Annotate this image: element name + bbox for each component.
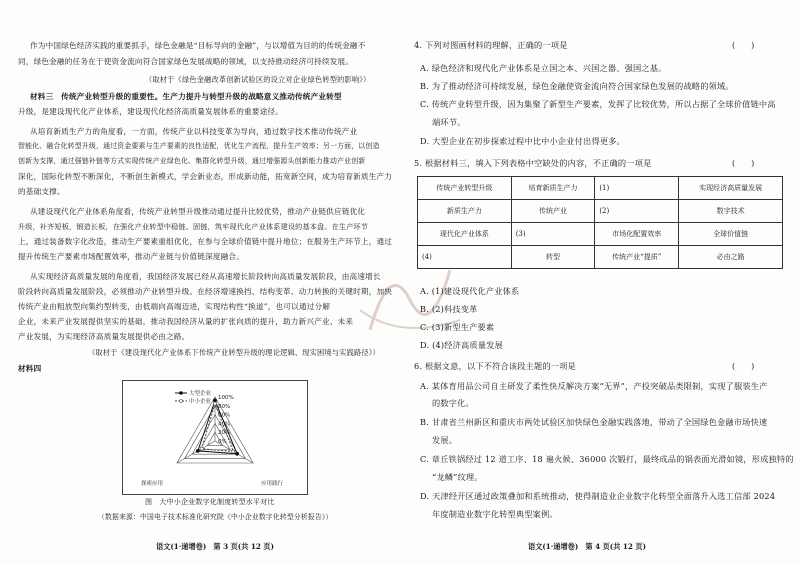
- data-point: [213, 402, 216, 405]
- table-cell: 数字技术: [679, 200, 783, 223]
- option-continued: “龙鳞”纹理。: [432, 472, 483, 482]
- data-point: [200, 447, 203, 450]
- table-cell: 传统产业转型升级: [418, 177, 512, 200]
- tick-label: 0%: [218, 439, 227, 445]
- text-line: 提升传统生产要素市场配置效率，推动产业链与价值链深度融合。: [18, 252, 245, 261]
- legend-marker: [180, 400, 183, 403]
- option: C. (3)新型生产要素: [420, 322, 495, 332]
- section-heading: 材料三 传统产业转型升级的重要性。生产力提升与转型升级的战略意义推动传统产业转型: [30, 92, 342, 101]
- table-cell: 传统产业“提质”: [595, 246, 679, 269]
- table-row: [418, 223, 783, 246]
- data-point: [232, 450, 235, 453]
- option: D. (4)经济高质量发展: [420, 340, 503, 350]
- text-line: 企业，未来产业发展提供坚实的基础，推动我国经济从量的扩张向质的提升，助力新兴产业、未来: [18, 317, 354, 326]
- radar-chart: [122, 380, 308, 495]
- table-cell: 全球价值链: [679, 223, 783, 246]
- legend-label: 中小企业: [189, 399, 212, 405]
- source-note: （取材于《建设现代化产业体系下传统产业转型升级的理论逻辑、现实困境与实践路径》）: [88, 348, 380, 357]
- chart-caption: 图 大中小企业数字化制度转型水平对比: [145, 498, 275, 506]
- fill-table: [417, 176, 783, 269]
- question-4-stem: 4. 下列对图画材料的理解，正确的一项是: [414, 40, 568, 50]
- option: A. (1)建设现代化产业体系: [420, 286, 520, 296]
- table-cell: 转型: [511, 246, 595, 269]
- answer-bracket: ( ): [732, 362, 755, 371]
- text-line: 从实现经济高质量发展的角度看，我国经济发展已经从高速增长阶段转向高质量发展阶段，由高速增长: [30, 272, 381, 281]
- axis-label: 应用践行: [261, 481, 284, 487]
- tick-label: 100%: [218, 395, 234, 401]
- option: B. 为了推动经济可持续发展，绿色金融使资金流向符合国家绿色发展的战略的领域。: [420, 81, 734, 91]
- text-line: 阶段转向高质量发展阶段，必须推动产业转型升级。在经济增速换挡、结构变革、动力转换的关键时期，加快: [18, 287, 393, 296]
- data-source: （数据来源：中国电子技术标准化研究院《中小企业数字化转型分析报告》）: [98, 513, 333, 521]
- answer-bracket: ( ): [732, 159, 755, 168]
- question-5-stem: 5. 根据材料三，填入下列表格中空缺处的内容，不正确的一项是: [414, 158, 652, 168]
- option: B. (2)科技变革: [420, 304, 478, 314]
- table-cell: (2): [595, 200, 679, 223]
- table-cell: (1): [595, 177, 679, 200]
- option-continued: 的数字化。: [432, 398, 474, 408]
- data-point: [236, 452, 239, 455]
- table-row: [418, 200, 783, 223]
- data-point: [213, 399, 216, 402]
- table-cell: 现代化产业体系: [418, 223, 512, 246]
- text-line: 创新为支撑，通过强链补链等方式实现传统产业绿色化、集群化转型升级，通过增强源头创新能力推动产业创新: [18, 157, 366, 165]
- page-footer: 语文(1·递增卷) 第 3 页(共 12 页): [156, 542, 274, 551]
- tick-label: 60%: [218, 412, 231, 419]
- text-line: 从培育新质生产力的角度看，一方面，传统产业以科技变革为导向，通过数字技术推动传统产业: [30, 127, 358, 136]
- table-cell: 新质生产力: [418, 200, 512, 223]
- source-note: （取材于《绿色金融改革创新试验区的设立对企业绿色转型的影响》）: [145, 75, 371, 84]
- tick-label: 80%: [218, 403, 231, 410]
- table-cell: (4): [418, 246, 512, 269]
- text-line: 同，绿色金融的任务在于使资金流向符合国家绿色发展战略的领域，以支持推动经济可持续发展。: [18, 57, 354, 66]
- option: C. 章丘铁锅经过 12 道工序、18 遍火候、36000 次锻打，最终成品的锅表面光滑如镜，形成独特的: [420, 454, 794, 464]
- text-line: 产业发展，为实现经济高质量发展提供必由之路。: [18, 332, 190, 341]
- table-cell: (3): [511, 223, 595, 246]
- question-6-stem: 6. 根据文意，以下不符合该段主题的一项是: [414, 361, 576, 371]
- text-line: 智能化、融合化转型升级，通过资金要素与生产要素的良性适配，优化生产流程，提升生产效率；另一方面，以创造: [18, 142, 380, 150]
- text-line: 的基础支撑。: [18, 187, 65, 196]
- option-continued: 发展。: [432, 435, 458, 445]
- tick-label: 40%: [218, 421, 231, 428]
- option-continued: 端环节。: [432, 117, 466, 127]
- text-line: 升级，补齐短板，锻造长板，在强化产业转型中稳链、固链，筑牢现代化产业体系建设的基本盘。在生产环节: [18, 222, 369, 231]
- radar-chart-svg: [123, 381, 307, 494]
- table-row: [418, 177, 783, 200]
- text-line: 作为中国绿色经济实践的重要抓手，绿色金融是“目标导向的金融”，与以增值为目的的传统金融不: [30, 41, 366, 50]
- option: A. 绿色经济和现代化产业体系是立国之本、兴国之器、强国之基。: [420, 63, 667, 73]
- table-cell: 实现经济高质量发展: [679, 177, 783, 200]
- table-cell: 传统产业: [511, 200, 595, 223]
- data-point: [196, 449, 199, 452]
- table-row: [418, 246, 783, 269]
- option: D. 大型企业在初步探索过程中比中小企业付出得更多。: [420, 136, 625, 146]
- legend-label: 大型企业: [189, 391, 212, 397]
- option: B. 甘肃省兰州新区和重庆市两处试验区加快绿色金融实践落地，带动了全国绿色金融市场快速: [420, 417, 768, 427]
- legend-marker: [180, 392, 183, 395]
- table-cell: 必由之路: [679, 246, 783, 269]
- option: C. 传统产业转型升级，因为集聚了新型生产要素，发挥了比较优势，所以占据了全球价值链中高: [420, 99, 776, 109]
- watermark-stamp: [350, 240, 470, 350]
- page-footer: 语文(1·递增卷) 第 4 页(共 12 页): [528, 542, 646, 551]
- text-line: 传统产业由粗放型向集约型转变，由低端向高端迈进，实现结构性“换道”，也可以通过分解: [18, 302, 331, 311]
- answer-bracket: ( ): [732, 41, 755, 50]
- text-line: 深化，国际化转型不断深化，不断创生新模式，学会新业态，形成新动能，拓宽新空间，成为培育新质生产力: [18, 172, 393, 181]
- option: D. 天津经开区通过政策叠加和系统推动，使得制造业企业数字化转型全面落升入选工信部 2024: [420, 491, 776, 501]
- tick-label: 20%: [218, 430, 231, 437]
- text-line: 升级，是建设现代化产业体系，建设现代化经济高质量发展体系的重要途径。: [18, 107, 283, 116]
- table-cell: 培育新质生产力: [511, 177, 595, 200]
- axis-label: 探索应用: [141, 481, 164, 487]
- text-line: 从建设现代化产业体系角度看，传统产业转型升级推动通过提升比较优势，推动产业链供应链优化: [30, 207, 366, 216]
- option-continued: 年度制造业数字化转型典型案例。: [432, 509, 558, 519]
- text-line: 上，通过装备数字化改造，推动生产要素重组优化，在参与全球价值链中提升地位；在服务生产环节上，通过: [18, 237, 393, 246]
- table-cell: 市场化配置效率: [595, 223, 679, 246]
- section-heading: 材料四: [18, 364, 42, 373]
- option: A. 某体育用品公司自主研发了柔性快反解决方案“无界”，产投突破品类限制，实现了服装生产: [420, 381, 768, 391]
